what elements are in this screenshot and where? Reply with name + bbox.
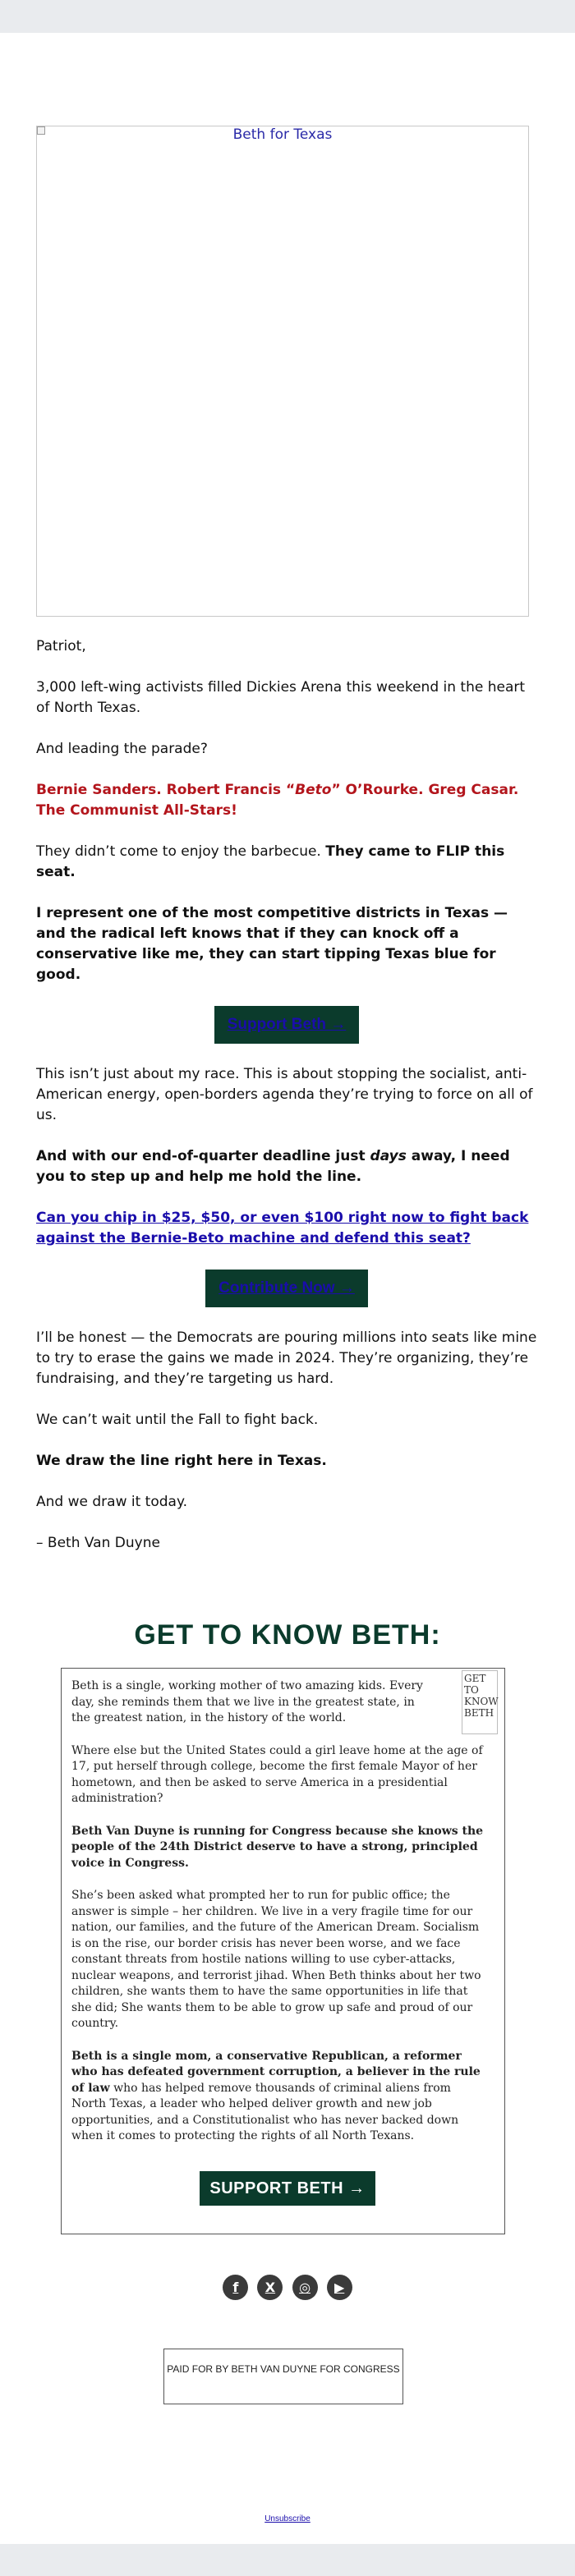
bio-paragraph-5 <box>71 2049 484 2145</box>
paragraph-3-beto: Beto <box>295 782 332 798</box>
bottom-band <box>0 2544 575 2576</box>
unsubscribe-link[interactable]: Unsubscribe <box>264 2514 310 2523</box>
bio-cta-wrap <box>0 2171 575 2206</box>
bio-paragraph-2: Where else but the United States could a girl leave home at the age of 17, put herself through college, become the first female Mayor of her hometown, and then be asked to serve America in a presidential administration? <box>71 1743 483 1805</box>
paragraph-3-a: Bernie Sanders. Robert Francis “ <box>36 782 296 798</box>
bio-paragraph-5-a: Beth is a single mom, a conservative Republican, a reformer who has defeated government corruption, a believer in the rule of law <box>71 2049 481 2095</box>
bio-paragraph-3: Beth Van Duyne is running for Congress because she knows the people of the 24th District deserve to have a strong, principled voice in Congress. <box>71 1824 484 1870</box>
paragraph-9: We can’t wait until the Fall to fight back. <box>36 1412 319 1428</box>
paragraph-10: We draw the line right here in Texas. <box>36 1453 327 1469</box>
bio-box <box>61 1668 505 2234</box>
support-cta-wrap <box>36 1006 537 1044</box>
letter-body <box>36 636 537 1574</box>
hero-image-alt-text: Beth for Texas <box>232 126 333 143</box>
paragraph-11: And we draw it today. <box>36 1494 187 1510</box>
paragraph-7-a: And with our end-of-quarter deadline just <box>36 1148 370 1164</box>
paragraph-5: I represent one of the most competitive districts in Texas — and the radical left knows that if they can knock off a conservative like me, they can start tipping Texas blue for good. <box>36 905 508 983</box>
bio-paragraph-5-b: who has helped remove thousands of criminal aliens from North Texas, a leader who helped deliver growth and new job opportunities, and a Constitutionalist who has never backed down when it comes to protecting the rights of all North Texans. <box>71 2081 459 2142</box>
bio-paragraph-1: Beth is a single, working mother of two amazing kids. Every day, she reminds them that we live in the greatest state, in the greatest nation, in the history of the world. <box>71 1679 423 1724</box>
bio-image: GET TO KNOW BETH <box>462 1670 498 1734</box>
paragraph-3 <box>36 780 537 821</box>
paragraph-4-a: They didn’t come to enjoy the barbecue. <box>36 843 326 860</box>
support-beth-bio-button[interactable]: SUPPORT BETH → <box>200 2171 375 2206</box>
bio-paragraph-4: She’s been asked what prompted her to run for public office; the answer is simple – her children. We live in a very fragile time for our nation, our families, and the future of the American Dream. Socialism is on the rise, our border crisis has never been worse, and we face constant threats from hostile nations willing to use cyber-attacks, nuclear weapons, and terrorist jihad. When Beth thinks about her two children, she wants them to have the same opportunities in life that she did; She wants them to be able to grow up safe and proud of our country. <box>71 1889 481 2030</box>
youtube-icon[interactable]: ▶ <box>327 2275 352 2300</box>
paragraph-4-b: They came to FLIP this seat. <box>36 843 505 880</box>
get-to-know-title: GET TO KNOW BETH: <box>134 1619 441 1651</box>
greeting: Patriot, <box>36 638 86 654</box>
contribute-cta-wrap <box>36 1270 537 1307</box>
social-links <box>0 2275 575 2300</box>
top-band <box>0 0 575 33</box>
donate-link[interactable]: Can you chip in $25, $50, or even $100 right now to fight back against the Bernie-Beto machine and defend this seat? <box>36 1210 529 1247</box>
paragraph-6: This isn’t just about my race. This is about stopping the socialist, anti-American energy, open-borders agenda they’re trying to force on all of us. <box>36 1066 533 1123</box>
paragraph-4 <box>36 842 537 883</box>
paid-for-disclaimer: PAID FOR BY BETH VAN DUYNE FOR CONGRESS <box>163 2349 403 2404</box>
facebook-icon[interactable]: f <box>223 2275 248 2300</box>
paragraph-8: I’ll be honest — the Democrats are pouring millions into seats like mine to try to erase the gains we made in 2024. They’re organizing, they’re fundraising, and they’re targeting us hard. <box>36 1329 537 1387</box>
paragraph-7-days: days <box>370 1148 407 1164</box>
contribute-now-button[interactable]: Contribute Now → <box>205 1270 368 1307</box>
support-beth-button[interactable]: Support Beth → <box>214 1006 360 1044</box>
hero-image <box>36 126 529 617</box>
x-twitter-icon[interactable]: X <box>257 2275 283 2300</box>
paragraph-7 <box>36 1146 537 1187</box>
paragraph-3-b: ” O’Rourke. Greg Casar. The Communist All-Stars! <box>36 782 519 819</box>
instagram-icon[interactable]: ◎ <box>292 2275 318 2300</box>
donate-link-paragraph <box>36 1208 537 1249</box>
bio-content <box>71 1678 484 2161</box>
signoff: – Beth Van Duyne <box>36 1535 160 1551</box>
paragraph-1: 3,000 left-wing activists filled Dickies Arena this weekend in the heart of North Texas. <box>36 679 526 716</box>
paragraph-2: And leading the parade? <box>36 741 208 757</box>
paragraph-7-b: away, I need you to step up and help me hold the line. <box>36 1148 510 1185</box>
